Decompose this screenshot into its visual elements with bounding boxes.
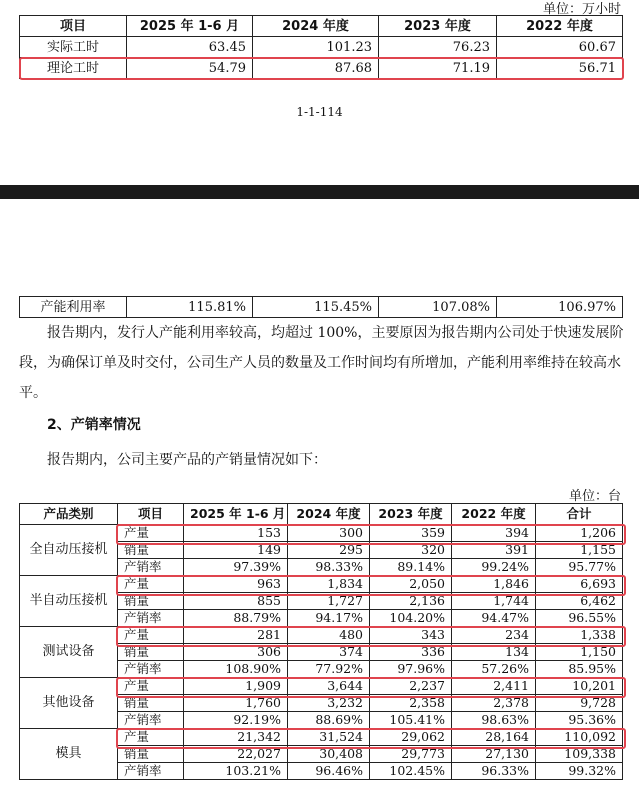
row-label: 销量 [118, 593, 184, 610]
cell: 6,462 [536, 593, 623, 610]
cell: 94.47% [452, 610, 536, 627]
row-label: 实际工时 [20, 37, 127, 58]
row-label: 产销率 [118, 661, 184, 678]
cell: 108.90% [184, 661, 288, 678]
cell: 153 [184, 525, 288, 542]
product-category: 测试设备 [20, 627, 118, 678]
cell: 855 [184, 593, 288, 610]
cell: 1,155 [536, 542, 623, 559]
cell: 102.45% [370, 763, 452, 780]
cell: 149 [184, 542, 288, 559]
cell: 85.95% [536, 661, 623, 678]
cell: 394 [452, 525, 536, 542]
product-category: 半自动压接机 [20, 576, 118, 627]
cell: 109,338 [536, 746, 623, 763]
table-row [20, 37, 623, 58]
cell: 54.79 [127, 58, 253, 79]
cell: 1,909 [184, 678, 288, 695]
row-label: 销量 [118, 644, 184, 661]
cell: 98.33% [288, 559, 370, 576]
cell: 1,727 [288, 593, 370, 610]
cell: 105.41% [370, 712, 452, 729]
cell: 1,338 [536, 627, 623, 644]
cell: 31,524 [288, 729, 370, 746]
cell: 95.36% [536, 712, 623, 729]
cell: 104.20% [370, 610, 452, 627]
cell: 320 [370, 542, 452, 559]
header-cell: 项目 [20, 16, 127, 37]
para-line: 平。 [19, 385, 47, 401]
table-header-row [20, 16, 623, 37]
table-row [20, 576, 623, 593]
para-line: 段，为确保订单及时交付，公司生产人员的数量及工作时间均有所增加，产能利用率维持在较高水 [19, 355, 621, 371]
header-cell: 2024 年度 [288, 504, 370, 525]
header-cell: 2023 年度 [379, 16, 497, 37]
cell: 88.69% [288, 712, 370, 729]
cell: 1,150 [536, 644, 623, 661]
paragraph-utilization [19, 318, 629, 408]
cell: 21,342 [184, 729, 288, 746]
row-label: 产量 [118, 627, 184, 644]
cell: 336 [370, 644, 452, 661]
page-separator [0, 185, 639, 199]
cell: 134 [452, 644, 536, 661]
para-line: 报告期内，发行人产能利用率较高，均超过 100%，主要原因为报告期内公司处于快速发展阶 [47, 325, 624, 341]
cell: 96.55% [536, 610, 623, 627]
cell: 2,358 [370, 695, 452, 712]
cell: 374 [288, 644, 370, 661]
header-cell: 2025 年 1-6 月 [184, 504, 288, 525]
cell: 29,773 [370, 746, 452, 763]
cell: 2,050 [370, 576, 452, 593]
cell: 60.67 [497, 37, 623, 58]
cell: 95.77% [536, 559, 623, 576]
cell: 89.14% [370, 559, 452, 576]
paragraph-intro: 报告期内，公司主要产品的产销量情况如下： [47, 452, 327, 468]
cell: 1,760 [184, 695, 288, 712]
cell: 480 [288, 627, 370, 644]
cell: 963 [184, 576, 288, 593]
table-row [20, 297, 623, 318]
cell: 107.08% [379, 297, 497, 318]
cell: 88.79% [184, 610, 288, 627]
cell: 2,378 [452, 695, 536, 712]
row-label: 产量 [118, 729, 184, 746]
table-row [20, 627, 623, 644]
cell: 306 [184, 644, 288, 661]
cell: 1,834 [288, 576, 370, 593]
cell: 1,744 [452, 593, 536, 610]
cell: 103.21% [184, 763, 288, 780]
row-label: 理论工时 [20, 58, 127, 79]
cell: 30,408 [288, 746, 370, 763]
section-heading: 2、产销率情况 [47, 417, 141, 433]
cell: 92.19% [184, 712, 288, 729]
table-row [20, 525, 623, 542]
row-label: 产销率 [118, 712, 184, 729]
cell: 87.68 [253, 58, 379, 79]
cell: 56.71 [497, 58, 623, 79]
product-category: 其他设备 [20, 678, 118, 729]
unit-label-hours: 单位：万小时 [542, 2, 621, 17]
cell: 343 [370, 627, 452, 644]
header-cell: 2025 年 1-6 月 [127, 16, 253, 37]
cell: 28,164 [452, 729, 536, 746]
row-label: 产量 [118, 525, 184, 542]
cell: 300 [288, 525, 370, 542]
cell: 96.46% [288, 763, 370, 780]
cell: 1,206 [536, 525, 623, 542]
header-cell: 项目 [118, 504, 184, 525]
cell: 3,232 [288, 695, 370, 712]
cell: 94.17% [288, 610, 370, 627]
cell: 101.23 [253, 37, 379, 58]
row-label: 销量 [118, 746, 184, 763]
row-label: 销量 [118, 695, 184, 712]
production-sales-table [19, 503, 623, 780]
cell: 57.26% [452, 661, 536, 678]
table-row [20, 58, 623, 79]
cell: 96.33% [452, 763, 536, 780]
cell: 2,136 [370, 593, 452, 610]
header-cell: 产品类别 [20, 504, 118, 525]
cell: 63.45 [127, 37, 253, 58]
row-label: 产能利用率 [20, 297, 127, 318]
cell: 115.45% [253, 297, 379, 318]
cell: 2,237 [370, 678, 452, 695]
cell: 234 [452, 627, 536, 644]
product-category: 模具 [20, 729, 118, 780]
product-category: 全自动压接机 [20, 525, 118, 576]
row-label: 销量 [118, 542, 184, 559]
cell: 99.24% [452, 559, 536, 576]
cell: 22,027 [184, 746, 288, 763]
header-cell: 2024 年度 [253, 16, 379, 37]
cell: 110,092 [536, 729, 623, 746]
cell: 97.39% [184, 559, 288, 576]
cell: 29,062 [370, 729, 452, 746]
cell: 3,644 [288, 678, 370, 695]
cell: 1,846 [452, 576, 536, 593]
header-cell: 2023 年度 [370, 504, 452, 525]
cell: 71.19 [379, 58, 497, 79]
cell: 391 [452, 542, 536, 559]
cell: 295 [288, 542, 370, 559]
cell: 10,201 [536, 678, 623, 695]
work-hours-table [19, 15, 623, 79]
cell: 98.63% [452, 712, 536, 729]
page-number: 1-1-114 [296, 105, 343, 119]
table-header-row [20, 504, 623, 525]
utilization-table [19, 296, 623, 318]
row-label: 产量 [118, 576, 184, 593]
unit-label-units: 单位：台 [568, 489, 621, 504]
row-label: 产销率 [118, 559, 184, 576]
table-row [20, 678, 623, 695]
cell: 359 [370, 525, 452, 542]
cell: 106.97% [497, 297, 623, 318]
cell: 9,728 [536, 695, 623, 712]
row-label: 产销率 [118, 763, 184, 780]
cell: 2,411 [452, 678, 536, 695]
row-label: 产量 [118, 678, 184, 695]
cell: 281 [184, 627, 288, 644]
cell: 76.23 [379, 37, 497, 58]
cell: 6,693 [536, 576, 623, 593]
cell: 97.96% [370, 661, 452, 678]
cell: 27,130 [452, 746, 536, 763]
cell: 77.92% [288, 661, 370, 678]
row-label: 产销率 [118, 610, 184, 627]
header-cell: 合计 [536, 504, 623, 525]
table-row [20, 729, 623, 746]
header-cell: 2022 年度 [497, 16, 623, 37]
cell: 99.32% [536, 763, 623, 780]
header-cell: 2022 年度 [452, 504, 536, 525]
cell: 115.81% [127, 297, 253, 318]
